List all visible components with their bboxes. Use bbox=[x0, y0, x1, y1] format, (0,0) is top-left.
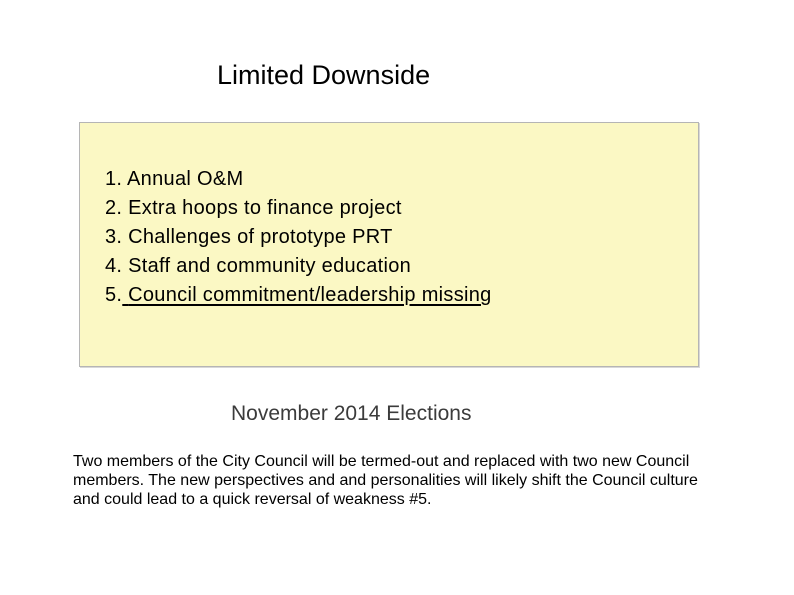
downside-text: Staff and community education bbox=[128, 255, 412, 277]
downside-item-4 bbox=[105, 252, 492, 281]
downside-number: 3. bbox=[105, 226, 123, 248]
downside-list-box bbox=[79, 122, 699, 367]
elections-paragraph: Two members of the City Council will be termed-out and replaced with two new Council members. The new perspectives and and personalities will likely shift the Council culture and could lead to a quick reversal of weakness #5. bbox=[73, 453, 698, 508]
downside-text: Challenges of prototype PRT bbox=[128, 226, 393, 248]
downside-number: 4. bbox=[105, 255, 123, 277]
downside-item-2 bbox=[105, 194, 492, 223]
downside-item-3 bbox=[105, 223, 492, 252]
downside-list bbox=[105, 165, 492, 310]
downside-text-underlined bbox=[122, 284, 491, 306]
downside-text: Extra hoops to finance project bbox=[128, 197, 402, 219]
slide-title: Limited Downside bbox=[217, 60, 431, 90]
downside-item-5 bbox=[105, 281, 492, 310]
downside-text: Council commitment/leadership missing bbox=[128, 284, 492, 306]
downside-text: Annual O&M bbox=[127, 168, 244, 190]
downside-item-1 bbox=[105, 165, 492, 194]
elections-heading: November 2014 Elections bbox=[231, 402, 472, 425]
downside-number: 5. bbox=[105, 284, 123, 306]
downside-number: 2. bbox=[105, 197, 123, 219]
downside-number: 1. bbox=[105, 168, 123, 190]
